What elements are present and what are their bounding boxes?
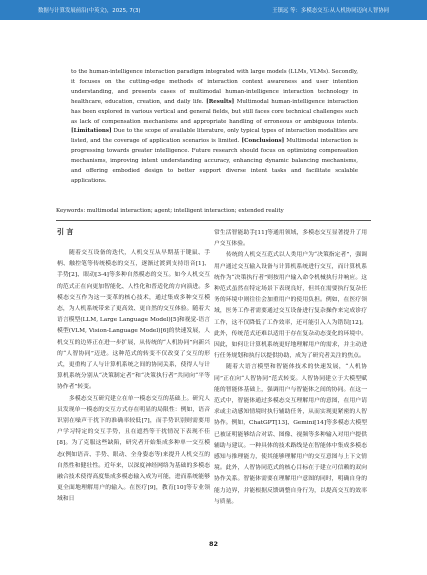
paragraph: 随着交互设备的迭代，人机交互从早期基于键鼠、手柄、触控笔等传统模态的交互，逐渐过渡到支持语音[1]、手势[2]、眼动[3-4]等多种自然模态的交互。如今人机交互的范式正在向更加智能化、人性化和普适化的方向演进。多模态交互作为这一变革的核心技术，通过集成多种交互模态，为人机系统带来了更高效、更自然的交互体验。随着大语言模型(LLM, Large Language Model)[5]和视觉-语言模型(VLM, Vision-Language Model)[6]的快速发展，人机交互的边界正在进一步扩展，从传统的“人机协同”向新兴的“人智协同”迈进。这种范式的转变不仅改变了交互的形式，更重构了人与计算机系统之间的协同关系，使得人与计算机系统分别从“决策制定者”和“决策执行者”共同向“平等协作者”转变。 [57, 250, 210, 391]
authors-title: 王镇远 等：多模态交互:从人机协同迈向人智协同 [272, 8, 389, 14]
english-abstract [71, 68, 358, 187]
conclusions-text: Multimodal interaction is progressing towards greater intelligence. Future research should focus on optimizing compensation mechanisms, improving intent understanding accuracy, enhancing dynamic balancing mechanisms, and offering embodied design to better support diverse intent tasks and facilitate scalable applications. [71, 138, 358, 184]
limitations-label: [Limitations] [71, 128, 112, 135]
paragraph: 传统的人机交互范式以人类用户为“决策指定者”，强调用户通过交互输入设备与计算机系统进行交互，而计算机系统作为“决策执行者”则按用户输入命令机械执行并响应。这种范式虽然在特定场景下表现良好，但其在需要执行复杂任务的环境中则往往会加重用户的使用负担。例如，在医疗领域，医务工作者需要通过交互设备进行复杂操作来完成诊疗工作，这不仅降低了工作效率，还可能引入人为错误[12]。此外，传统范式还难以适用于存在复杂动态变化的环境中。因此，如何让计算机系统更好地理解用户的需求，并主动进行任务规划和执行以提供协助，成为了研究者关注的焦点。 [214, 252, 367, 360]
page-number: 82 [208, 540, 219, 548]
section-title: 引 言 [57, 228, 74, 236]
running-header [0, 0, 427, 20]
abstract-text: to the human-intelligence interaction paradigm integrated with large models (LLMs, VLMs). Secondly, it focuses on the cutting-edge methods of interaction context awareness and user intention understanding, and presents cases of multimodal human-intelligence interaction technology in healthcare, education, creation, and daily life. [71, 69, 358, 105]
journal-info: 数据与计算发展前沿(中英文)，2025, 7(3) [38, 8, 141, 14]
right-column [214, 228, 367, 508]
limitations-text: Due to the scope of available literature, only typical types of interaction modalities are listed, and the coverage of application scenarios is limited. [71, 128, 358, 145]
keywords: Keywords: multimodal interaction; agent; intelligent interaction; extended reality [56, 208, 284, 214]
results-label: [Results] [206, 98, 235, 105]
results-text: Multimodal human-intelligence interaction has been explored in various vertical and general fields, but still faces core technical challenges such as lack of compensation mechanisms and appropriate handling of erroneous or ambiguous intents. [71, 98, 358, 125]
paragraph: 多模态交互研究建立在单一模态交互的基础上。研究人员发现单一模态的交互方式存在明显的局限性：例如，语音识别在噪声干扰下的准确率较低[7]，而手势识别则需要用户学习特定的交互手势，且在遮挡等干扰情况下表现不佳[8]。为了克服这些缺陷，研究者开始集成多种单一交互模态(例如语音、手势、眼动、全身姿态等)来提升人机交互的自然性和健壮性。近年来，以深度神经网络为基础的多模态融合技术使得高度集成多模态输入成为可能，进而系统能够更全面地理解用户的输入。在医疗[9]，教育[10]等专业领域和日 [57, 395, 210, 503]
divider-rule [56, 220, 371, 221]
paragraph: 常生活智能助手[11]等通用领域，多模态交互显著提升了用户交互体验。 [214, 230, 367, 248]
paragraph: 随着大语言模型和智能体技术的快速发展，“人机协同”正在向“人智协同”范式转变。人智协同建立于大模型赋能的智能体基础上，强调用户与智能体之间的协同。在这一范式中，智能体通过多模态交互理解用户的意图，在用户请求或主动感知情境时执行辅助任务，从而实现更紧密的人智协作。例如，ChatGPT[13]、Gemini[14]等多模态大模型已被证明能够结合对话、图像、视频等多种输入对用户提供辅助与建议。一种具体的技术路线是在智能体中集成多模态感知与推理能力，使其能够理解用户的交互意图与上下文情境。此外，人智协同范式的核心目标在于建立可信赖的双向协作关系。智能体需要在理解用户意图的同时，明确自身的能力边界，并能根据反馈调整自身行为，以提高交互的效率与质量。 [214, 364, 367, 505]
left-column [57, 248, 210, 506]
conclusions-label: [Conclusions] [241, 138, 285, 145]
